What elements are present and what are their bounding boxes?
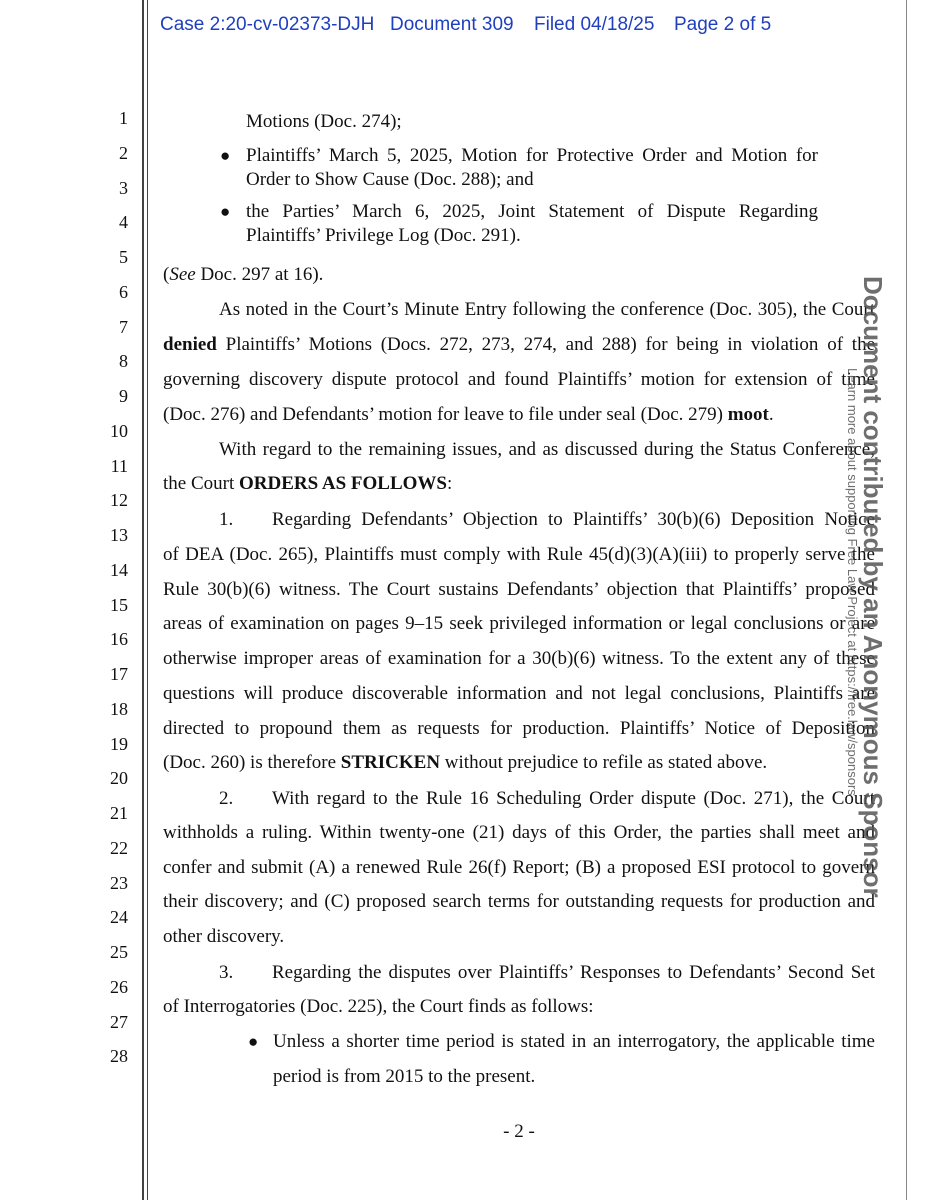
line-number: 2 <box>119 142 128 163</box>
paragraph-text: (Doc. 276) and Defendants’ motion for leave to file under seal (Doc. 279) <box>163 404 728 425</box>
line-number: 16 <box>110 629 128 650</box>
item-number: 3. <box>219 962 234 983</box>
list-item: Plaintiffs’ March 5, 2025, Motion for Protective Order and Motion for <box>246 145 818 166</box>
line-number: 12 <box>110 490 128 511</box>
line-number: 23 <box>110 872 128 893</box>
paragraph-line: questions will produce discoverable information and not legal conclusions, Plaintiffs are <box>163 683 875 704</box>
line-number: 4 <box>119 212 128 233</box>
paragraph-line <box>163 472 875 496</box>
line-number: 18 <box>110 698 128 719</box>
list-item: the Parties’ March 6, 2025, Joint Statement of Dispute Regarding <box>246 201 818 222</box>
line-number: 8 <box>119 351 128 372</box>
bullet-dot: ● <box>220 202 231 221</box>
line-number: 22 <box>110 837 128 858</box>
paragraph-text: without prejudice to refile as stated above. <box>440 752 768 773</box>
paragraph-line: Regarding Defendants’ Objection to Plaintiffs’ 30(b)(6) Deposition Notice <box>272 509 875 530</box>
item-number: 2. <box>219 788 234 809</box>
emphasis-denied: denied <box>163 334 217 355</box>
line-number: 13 <box>110 525 128 545</box>
line-number: 26 <box>110 976 128 997</box>
line-number: 14 <box>110 559 128 580</box>
paragraph-line <box>163 403 875 427</box>
line-number: 10 <box>110 420 128 441</box>
line-number: 24 <box>110 907 128 928</box>
bullet-dot: ● <box>248 1032 259 1051</box>
emphasis-orders: ORDERS AS FOLLOWS <box>239 473 447 494</box>
margin-rule-right <box>906 0 907 1200</box>
sponsor-watermark-link: Learn more about supporting Free Law Project at https://free.law/sponsors <box>845 368 860 796</box>
line-number: 6 <box>119 281 128 302</box>
paragraph-line: of DEA (Doc. 265), Plaintiffs must comply with Rule 45(d)(3)(A)(iii) to properly serve the <box>163 544 875 565</box>
paragraph-line: With regard to the remaining issues, and as discussed during the Status Conference, <box>219 439 875 460</box>
paragraph-line <box>163 333 875 357</box>
paragraph-line <box>163 751 875 775</box>
citation-line: (See Doc. 297 at 16). <box>163 264 324 285</box>
document-number: Document 309 <box>390 14 514 35</box>
line-number: 15 <box>110 594 128 615</box>
list-item-continuation: Motions (Doc. 274); <box>246 111 402 132</box>
paragraph-line: areas of examination on pages 9–15 seek privileged information or legal conclusions or are <box>163 613 875 634</box>
paragraph-line: directed to propound them as requests for production. Plaintiffs’ Notice of Deposition <box>163 718 875 739</box>
line-number: 25 <box>110 942 128 962</box>
line-number: 11 <box>110 455 128 476</box>
paragraph-line: other discovery. <box>163 926 285 947</box>
paragraph-line: withholds a ruling. Within twenty-one (21) days of this Order, the parties shall meet and <box>163 822 875 843</box>
paragraph-line: Regarding the disputes over Plaintiffs’ Responses to Defendants’ Second Set <box>272 962 875 983</box>
list-item: Unless a shorter time period is stated in an interrogatory, the applicable time <box>273 1031 875 1052</box>
line-number: 20 <box>110 768 128 789</box>
page-footer: - 2 - <box>503 1121 535 1142</box>
paragraph-text: . <box>768 404 774 425</box>
line-number: 5 <box>119 247 128 267</box>
paragraph-text: : <box>447 473 453 494</box>
line-number: 9 <box>119 386 128 406</box>
line-number: 19 <box>110 733 128 754</box>
bullet-dot: ● <box>220 146 231 165</box>
paragraph-line: of Interrogatories (Doc. 225), the Court finds as follows: <box>163 996 594 1017</box>
paragraph-line: With regard to the Rule 16 Scheduling Order dispute (Doc. 271), the Court <box>272 788 875 809</box>
emphasis-stricken: STRICKEN <box>340 752 441 773</box>
paragraph-line: governing discovery dispute protocol and found Plaintiffs’ motion for extension of time <box>163 369 875 390</box>
line-number: 17 <box>110 664 128 684</box>
margin-rule-left-inner <box>147 0 148 1200</box>
paragraph-line: confer and submit (A) a renewed Rule 26(f) Report; (B) a proposed ESI protocol to govern <box>163 857 875 878</box>
citation-text: Doc. 297 at 16). <box>195 264 324 285</box>
paragraph-line: otherwise improper areas of examination for a 30(b)(6) witness. To the extent any of these <box>163 648 875 669</box>
paragraph-text: (Doc. 260) is therefore <box>163 752 341 773</box>
list-item-line: period is from 2015 to the present. <box>273 1066 536 1087</box>
case-number: Case 2:20-cv-02373-DJH <box>160 14 375 35</box>
case-header <box>160 14 772 42</box>
line-number: 1 <box>119 108 128 128</box>
paragraph-text: the Court <box>163 473 239 494</box>
line-number: 27 <box>110 1011 128 1032</box>
paragraph-line: As noted in the Court’s Minute Entry following the conference (Doc. 305), the Court <box>219 299 875 320</box>
sponsor-watermark: Document contributed by an Anonymous Sponsor <box>858 276 888 898</box>
filed-date: Filed 04/18/25 <box>534 14 655 35</box>
see-signal: See <box>169 264 196 285</box>
list-item-line: Order to Show Cause (Doc. 288); and <box>246 169 534 190</box>
page-indicator: Page 2 of 5 <box>674 14 772 35</box>
line-number: 7 <box>119 316 128 337</box>
paragraph-line: their discovery; and (C) proposed search terms for outstanding requests for production and <box>163 891 875 912</box>
item-number: 1. <box>219 509 234 530</box>
line-number: 3 <box>119 177 128 198</box>
line-number: 28 <box>110 1046 128 1067</box>
margin-rule-left <box>142 0 144 1200</box>
line-number: 21 <box>110 803 128 823</box>
emphasis-moot: moot <box>727 404 769 425</box>
paragraph-text: Plaintiffs’ Motions (Docs. 272, 273, 274, and 288) for being in violation of the <box>216 334 875 355</box>
list-item-line: Plaintiffs’ Privilege Log (Doc. 291). <box>246 225 521 246</box>
paragraph-line: Rule 30(b)(6) witness. The Court sustains Defendants’ objection that Plaintiffs’ proposed <box>163 579 875 600</box>
